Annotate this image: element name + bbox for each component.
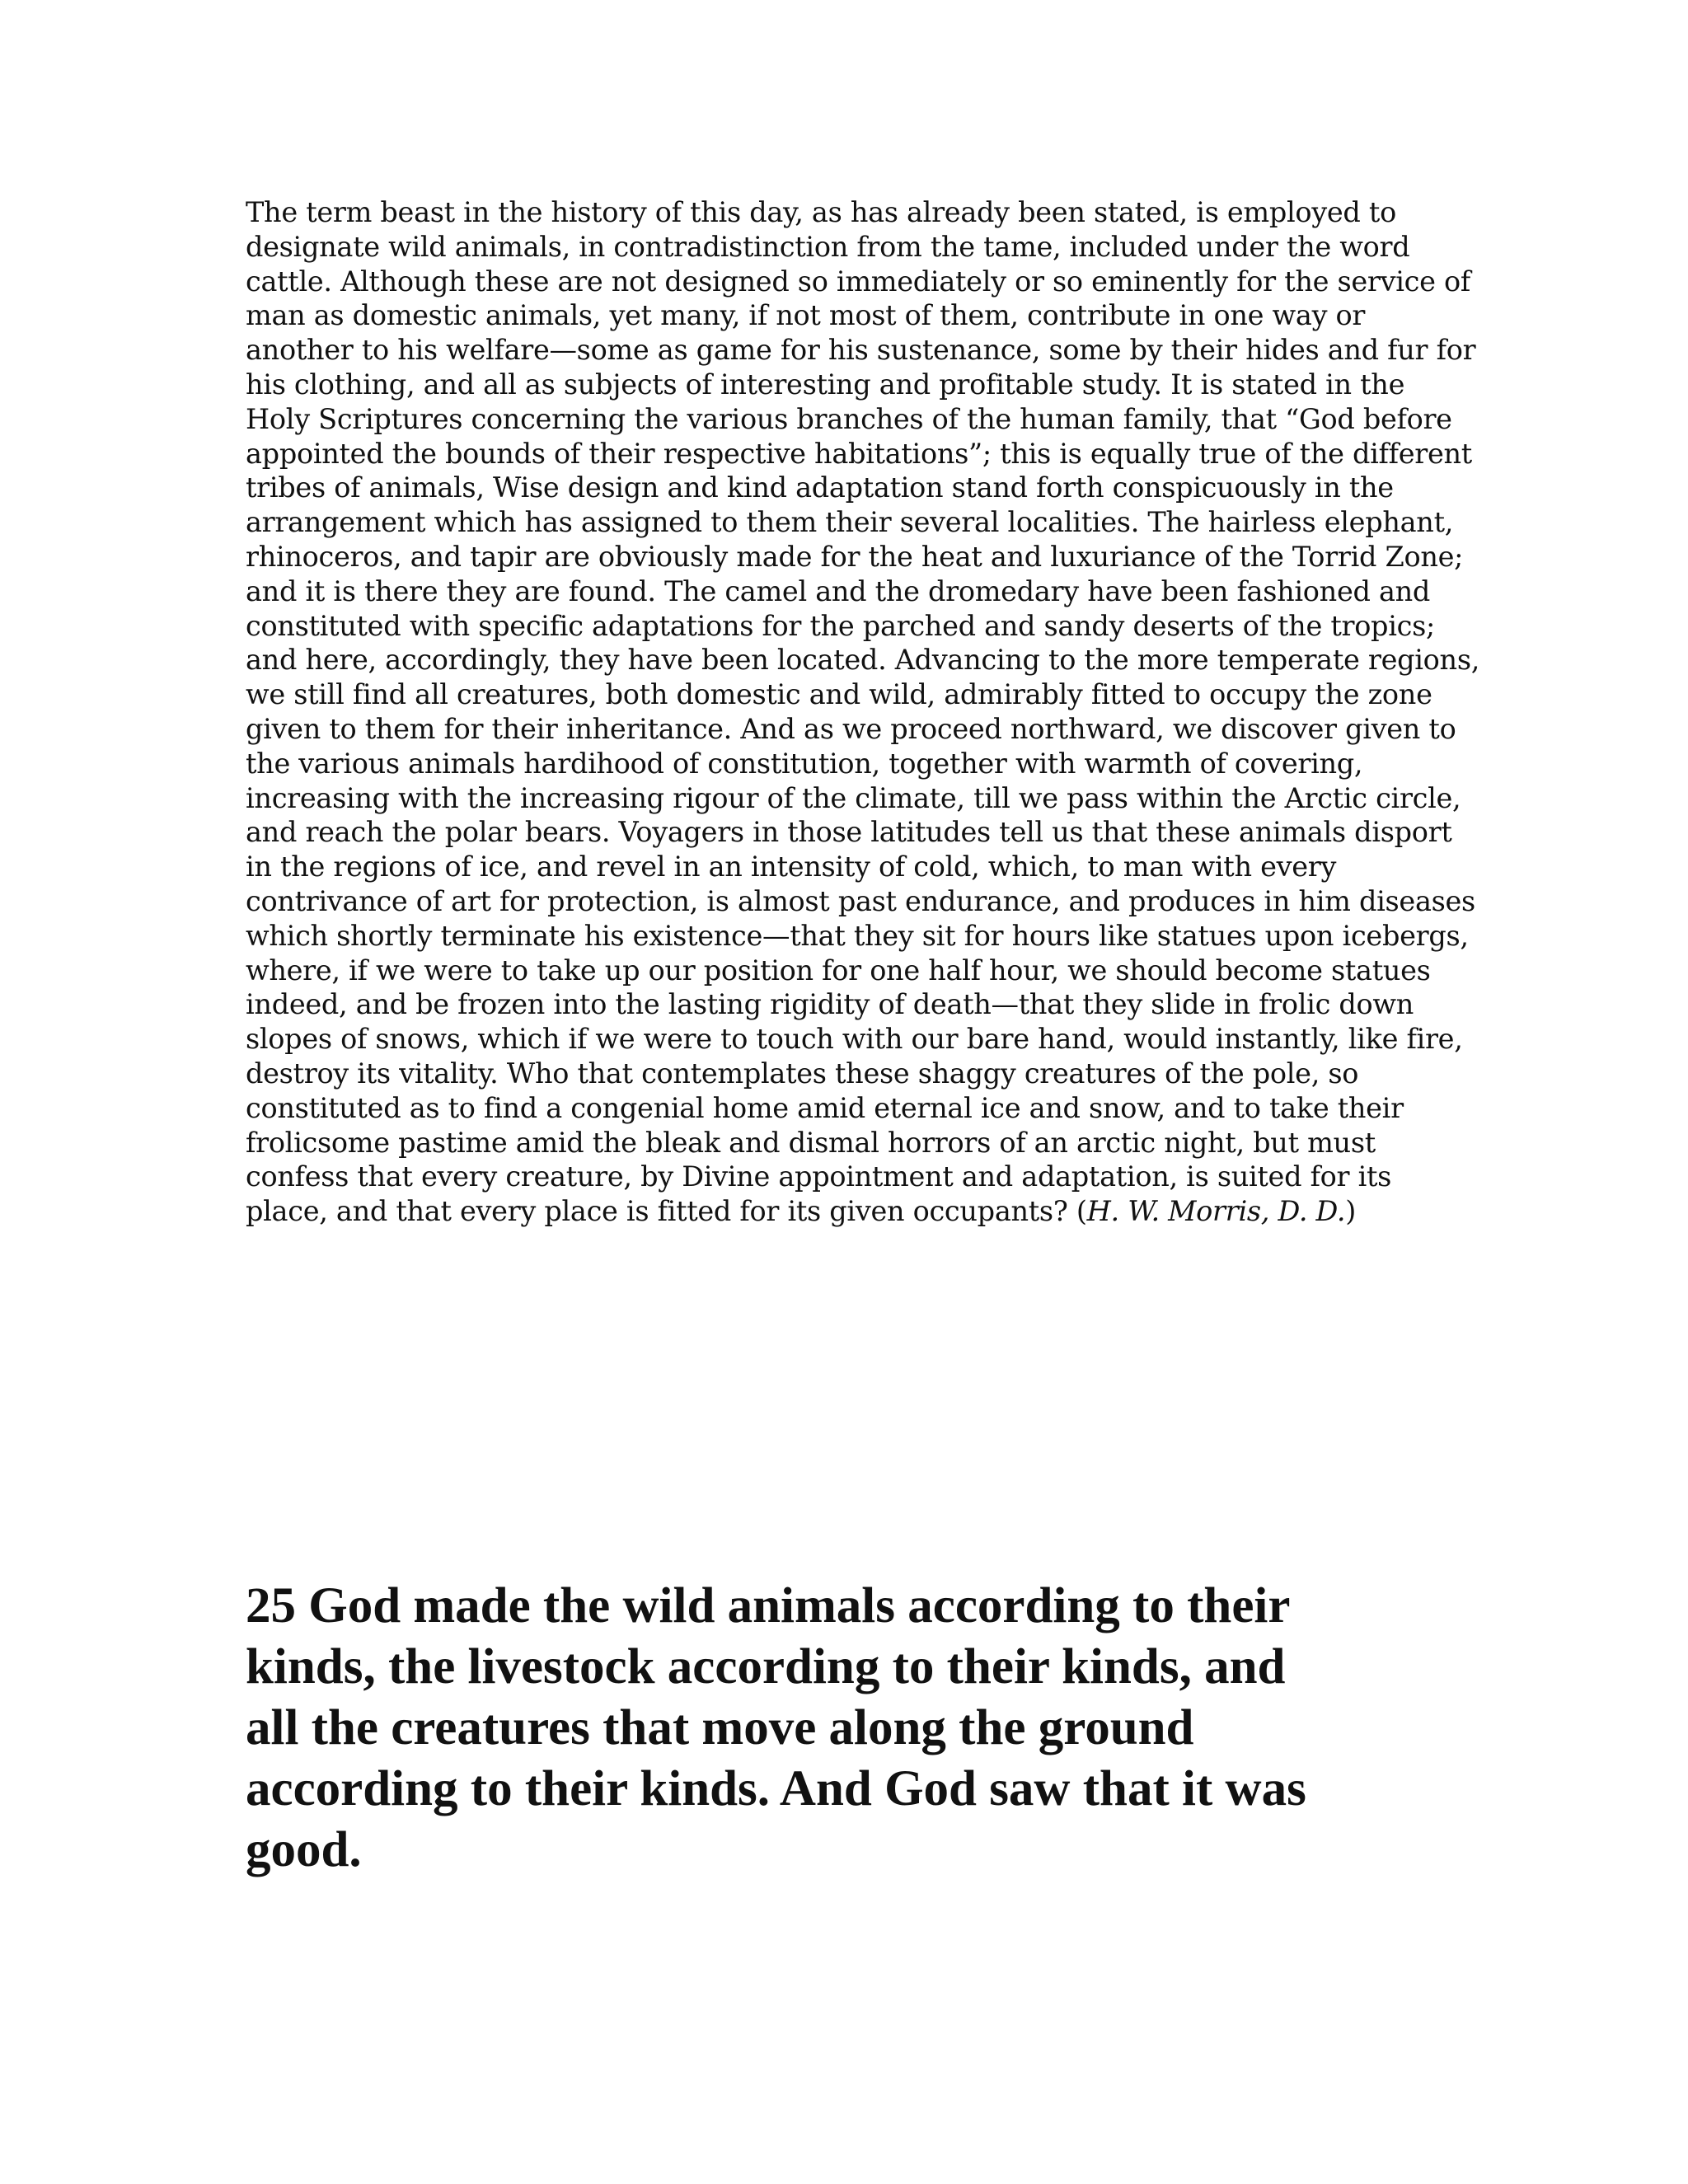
commentary-line: which shortly terminate his existence—that they sit for hours like statues upon icebergs,: [246, 919, 1469, 952]
commentary-line: cattle. Although these are not designed so immediately or so eminently for the service of: [246, 265, 1470, 298]
commentary-last-line-text: place, and that every place is fitted for its given occupants? (: [246, 1195, 1087, 1228]
commentary-line: indeed, and be frozen into the lasting rigidity of death—that they slide in frolic down: [246, 988, 1414, 1021]
commentary-line: and it is there they are found. The camel and the dromedary have been fashioned and: [246, 574, 1431, 607]
commentary-line: The term beast in the history of this day, as has already been stated, is employed to: [246, 196, 1396, 228]
commentary-line: another to his welfare—some as game for his sustenance, some by their hides and fur for: [246, 334, 1476, 367]
commentary-line: tribes of animals, Wise design and kind adaptation stand forth conspicuously in the: [246, 471, 1394, 504]
commentary-line: slopes of snows, which if we were to touch with our bare hand, would instantly, like fire,: [246, 1023, 1463, 1056]
verse-line: according to their kinds. And God saw that it was: [246, 1761, 1306, 1816]
commentary-line: contrivance of art for protection, is almost past endurance, and produces in him diseases: [246, 884, 1475, 917]
commentary-line: increasing with the increasing rigour of the climate, till we pass within the Arctic circle,: [246, 781, 1461, 814]
commentary-line: constituted with specific adaptations for the parched and sandy deserts of the tropics;: [246, 609, 1435, 642]
verse-line: all the creatures that move along the ground: [246, 1700, 1194, 1755]
commentary-line: confess that every creature, by Divine appointment and adaptation, is suited for its: [246, 1160, 1392, 1193]
commentary-line: and here, accordingly, they have been located. Advancing to the more temperate regions,: [246, 644, 1480, 677]
commentary-line: rhinoceros, and tapir are obviously made for the heat and luxuriance of the Torrid Zone;: [246, 540, 1464, 573]
commentary-line: appointed the bounds of their respective habitations”; this is equally true of the different: [246, 437, 1472, 470]
commentary-line: destroy its vitality. Who that contemplates these shaggy creatures of the pole, so: [246, 1057, 1359, 1090]
commentary-line: in the regions of ice, and revel in an intensity of cold, which, to man with every: [246, 851, 1337, 883]
commentary-line: his clothing, and all as subjects of interesting and profitable study. It is stated in the: [246, 368, 1405, 401]
commentary-line: arrangement which has assigned to them their several localities. The hairless elephant,: [246, 506, 1454, 539]
commentary-last-line: [246, 1194, 1449, 1229]
commentary-line: Holy Scriptures concerning the various branches of the human family, that “God before: [246, 402, 1452, 435]
commentary-line: given to them for their inheritance. And as we proceed northward, we discover given to: [246, 712, 1456, 745]
commentary-line: constituted as to find a congenial home amid eternal ice and snow, and to take their: [246, 1091, 1404, 1124]
verse-line: 25 God made the wild animals according to their: [246, 1578, 1291, 1633]
closing-parenthesis: ): [1345, 1195, 1357, 1228]
commentary-line: frolicsome pastime amid the bleak and dismal horrors of an arctic night, but must: [246, 1126, 1376, 1159]
commentary-line: we still find all creatures, both domestic and wild, admirably fitted to occupy the zone: [246, 678, 1432, 711]
verse-heading: [246, 1576, 1449, 1881]
verse-line: good.: [246, 1822, 362, 1877]
commentary-line: man as domestic animals, yet many, if not most of them, contribute in one way or: [246, 299, 1366, 332]
commentary-line: designate wild animals, in contradistinction from the tame, included under the word: [246, 230, 1410, 263]
commentary-line: the various animals hardihood of constitution, together with warmth of covering,: [246, 747, 1363, 780]
commentary-line: and reach the polar bears. Voyagers in those latitudes tell us that these animals disport: [246, 816, 1452, 849]
commentary-line: where, if we were to take up our position for one half hour, we should become statues: [246, 954, 1431, 987]
commentary-paragraph: [246, 195, 1480, 1229]
author-citation: H. W. Morris, D. D.: [1086, 1195, 1346, 1228]
verse-line: kinds, the livestock according to their kinds, and: [246, 1639, 1286, 1694]
